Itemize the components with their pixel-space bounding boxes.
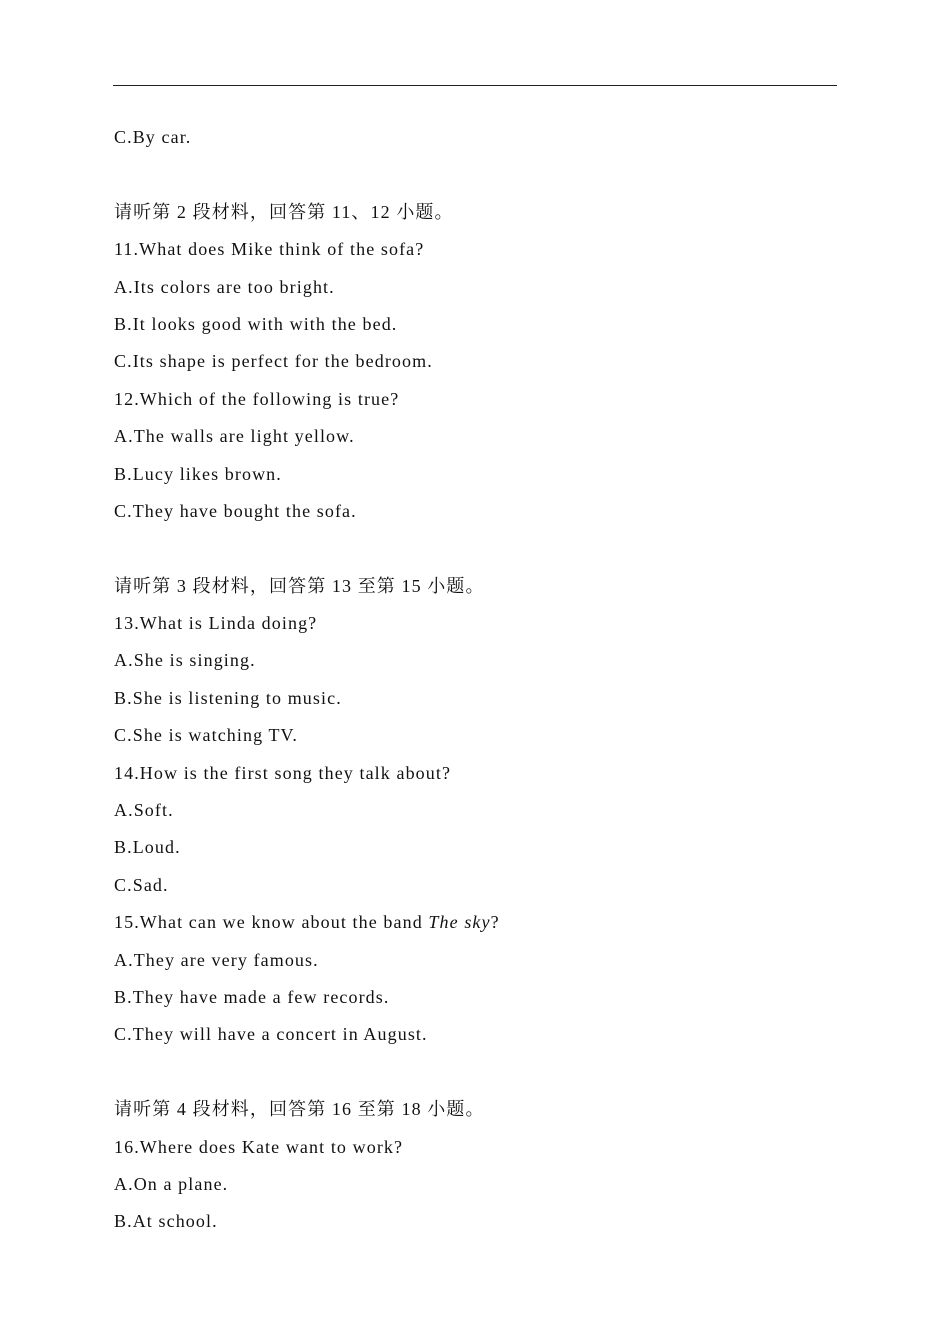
- question-text: [114, 904, 838, 941]
- question-fragment: ?: [490, 912, 500, 933]
- answer-option: C.By car.: [114, 127, 192, 147]
- answer-option: A.Soft.: [114, 800, 174, 821]
- answer-option: A.Its colors are too bright.: [114, 276, 335, 297]
- answer-option: B.They have made a few records.: [114, 986, 390, 1007]
- section-instruction: 请听第 4 段材料，回答第 16 至第 18 小题。: [114, 1099, 485, 1120]
- question-text: 11.What does Mike think of the sofa?: [114, 239, 425, 260]
- question-text: 13.What is Linda doing?: [114, 613, 318, 634]
- answer-option: B.She is listening to music.: [114, 687, 342, 708]
- question-text: 12.Which of the following is true?: [114, 388, 400, 409]
- answer-option: B.At school.: [114, 1211, 218, 1232]
- answer-option: B.Lucy likes brown.: [114, 463, 282, 484]
- blank-line: [114, 1054, 838, 1091]
- band-name: The sky: [428, 912, 491, 933]
- header-rule: [113, 85, 837, 86]
- answer-option: A.She is singing.: [114, 650, 256, 671]
- answer-option: C.She is watching TV.: [114, 725, 298, 746]
- blank-line: [114, 156, 838, 193]
- answer-option: A.They are very famous.: [114, 949, 319, 970]
- answer-option: C.Sad.: [114, 874, 169, 895]
- answer-option: B.It looks good with with the bed.: [114, 313, 398, 334]
- document-body: [114, 119, 838, 1241]
- blank-line: [114, 530, 838, 567]
- question-text: 14.How is the first song they talk about?: [114, 762, 452, 783]
- section-instruction: 请听第 3 段材料，回答第 13 至第 15 小题。: [114, 575, 485, 596]
- question-fragment: 15.What can we know about the band: [114, 912, 429, 933]
- answer-option: C.Its shape is perfect for the bedroom.: [114, 351, 433, 372]
- answer-option: C.They have bought the sofa.: [114, 500, 357, 521]
- answer-option: C.They will have a concert in August.: [114, 1024, 428, 1045]
- answer-option: B.Loud.: [114, 837, 181, 858]
- question-text: 16.Where does Kate want to work?: [114, 1136, 404, 1157]
- answer-option: A.On a plane.: [114, 1173, 229, 1194]
- answer-option: A.The walls are light yellow.: [114, 426, 355, 447]
- section-instruction: 请听第 2 段材料，回答第 11、12 小题。: [114, 201, 454, 222]
